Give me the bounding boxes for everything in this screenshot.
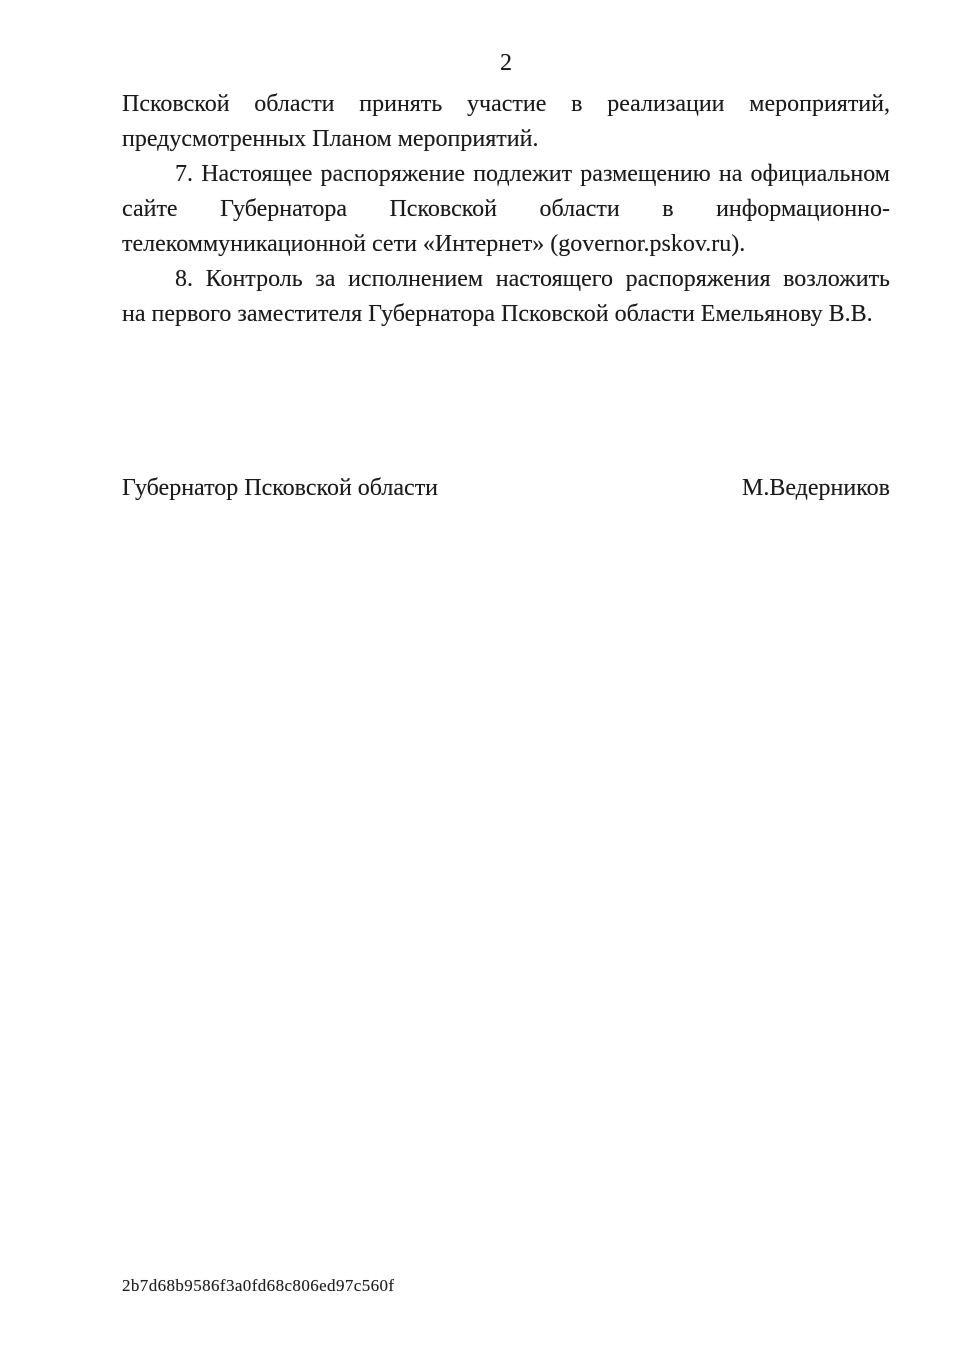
paragraph-7-line: сайте Губернатора Псковской области в информационно- [122, 196, 890, 222]
document-hash: 2b7d68b9586f3a0fd68c806ed97c560f [122, 1276, 395, 1295]
document-body [122, 87, 890, 332]
page-number: 2 [500, 50, 512, 76]
signature-block [122, 471, 890, 506]
paragraph-continuation-line: предусмотренных Планом мероприятий. [122, 126, 539, 152]
signature-position: Губернатор Псковской области [122, 475, 439, 501]
paragraph-7-line: телекоммуникационной сети «Интернет» (governor.pskov.ru). [122, 231, 746, 257]
paragraph-8-line: 8. Контроль за исполнением настоящего распоряжения возложить [175, 266, 890, 292]
paragraph-7-line: 7. Настоящее распоряжение подлежит размещению на официальном [175, 161, 890, 187]
signature-name: М.Ведерников [741, 475, 890, 501]
paragraph-continuation-line: Псковской области принять участие в реализации мероприятий, [122, 91, 890, 117]
paragraph-8-line: на первого заместителя Губернатора Псковской области Емельянову В.В. [122, 301, 873, 327]
